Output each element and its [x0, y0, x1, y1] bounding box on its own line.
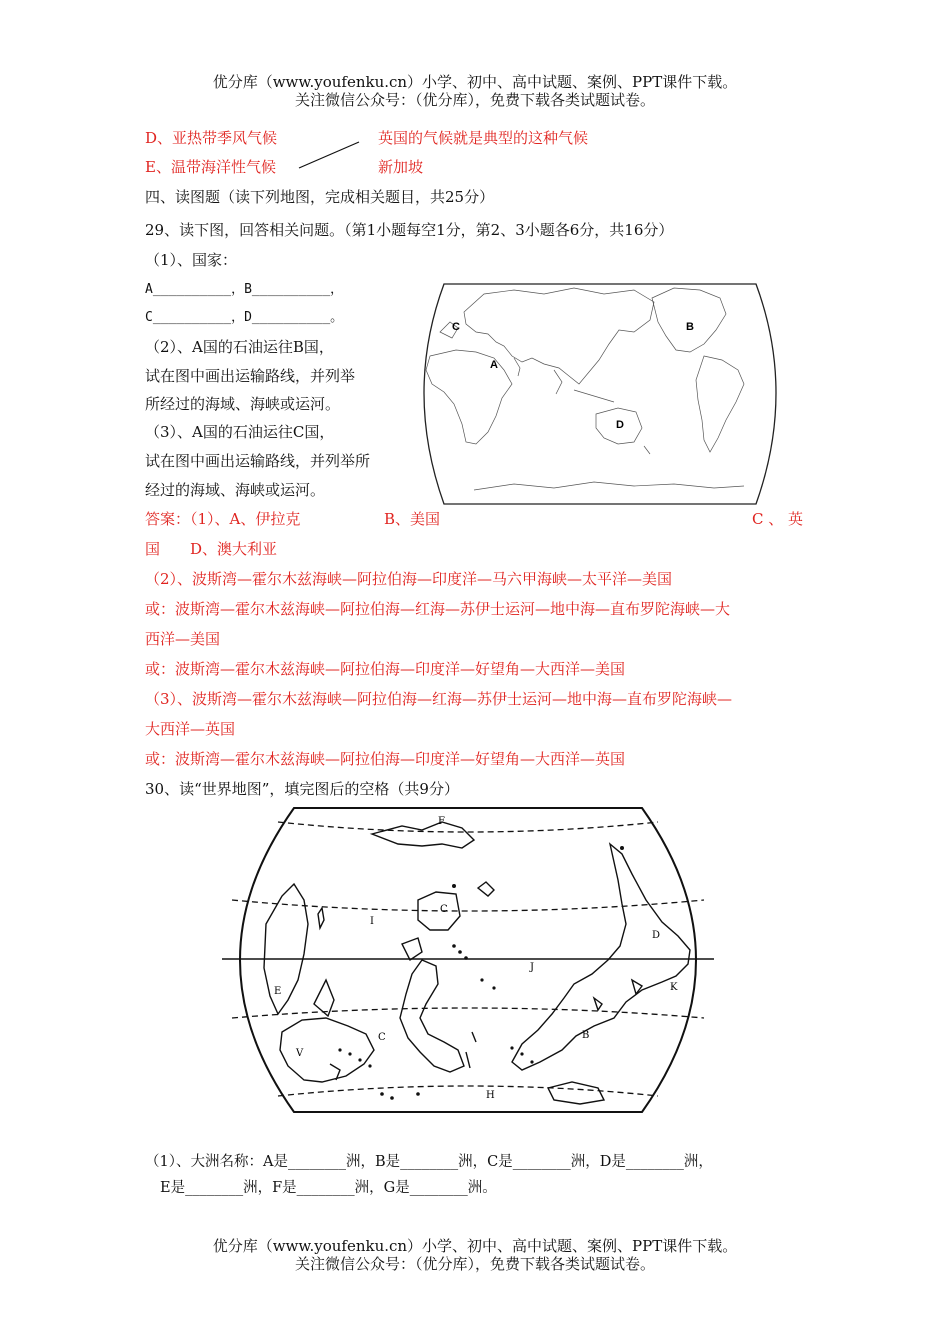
option-e: E、温带海洋性气候 — [145, 158, 276, 176]
q29-sub2-line-1: （2）、A国的石油运往B国， — [145, 338, 334, 356]
q30-stem: 30、读“世界地图”，填完图后的空格（共9分） — [145, 780, 459, 798]
answer-1-continued: 国 D、澳大利亚 — [145, 540, 278, 558]
answer-3-line-1: （3）、波斯湾—霍尔木兹海峡—阿拉伯海—红海—苏伊士运河—地中海—直布罗陀海峡— — [145, 690, 733, 708]
q30-world-map — [222, 804, 714, 1116]
answer-1-c: C 、 英 — [752, 510, 804, 528]
option-d: D、亚热带季风气候 — [145, 129, 278, 147]
section-4-title: 四、读图题（读下列地图，完成相关题目，共25分） — [145, 188, 495, 206]
q29-map-label-d: D — [616, 419, 624, 431]
q30-map-label-v: V — [296, 1048, 304, 1059]
q30-map-label-k: K — [670, 982, 678, 993]
q30-map-label-c: C — [378, 1032, 386, 1043]
q30-sub1-line-2: E是________洲，F是________洲，G是________洲。 — [160, 1180, 497, 1196]
q29-sub3-line-2: 试在图中画出运输路线，并列举所 — [145, 452, 371, 470]
match-right-1: 英国的气候就是典型的这种气候 — [378, 129, 589, 147]
q29-sub3-line-3: 经过的海域、海峡或运河。 — [145, 481, 326, 499]
q30-sub1-line-1: （1）、大洲名称：A是________洲，B是________洲，C是________洲，D是________洲， — [145, 1154, 713, 1170]
q29-sub3-line-1: （3）、A国的石油运往C国， — [145, 423, 335, 441]
footer-line-1: 优分库（www.youfenku.cn）小学、初中、高中试题、案例、PPT课件下载。 — [212, 1237, 738, 1255]
q29-sub2-line-2: 试在图中画出运输路线，并列举 — [145, 367, 356, 385]
answer-1-prefix: 答案：（1）、A、伊拉克 — [145, 510, 301, 528]
q30-map-label-c-top: C — [440, 904, 448, 915]
answer-1-b: B、美国 — [384, 510, 441, 528]
q29-sub2-line-3: 所经过的海域、海峡或运河。 — [145, 395, 341, 413]
q29-stem: 29、读下图，回答相关问题。（第1小题每空1分，第2、3小题各6分，共16分） — [145, 221, 674, 239]
answer-3-line-2: 大西洋—英国 — [145, 720, 236, 738]
q29-sub1-title: （1）、国家： — [145, 251, 238, 269]
q29-map-label-b: B — [686, 321, 694, 333]
q30-map-label-d: D — [652, 930, 661, 941]
q29-world-map — [404, 272, 796, 516]
answer-2-or2: 或：波斯湾—霍尔木兹海峡—阿拉伯海—印度洋—好望角—大西洋—美国 — [145, 660, 626, 678]
footer-line-2: 关注微信公众号：（优分库），免费下载各类试题试卷。 — [294, 1255, 655, 1273]
q29-map-label-a: A — [490, 359, 498, 371]
answer-3-or: 或：波斯湾—霍尔木兹海峡—阿拉伯海—印度洋—好望角—大西洋—英国 — [145, 750, 626, 768]
q29-sub1-blank-line-1: A__________，B__________， — [145, 282, 344, 297]
q30-map-label-h: H — [486, 1090, 495, 1101]
q30-map-label-j: J — [530, 962, 535, 973]
q30-map-label-e: E — [274, 986, 282, 997]
header-line-1: 优分库（www.youfenku.cn）小学、初中、高中试题、案例、PPT课件下载。 — [212, 73, 738, 91]
q30-map-label-f: F — [438, 816, 445, 827]
answer-2-or1-line-2: 西洋—美国 — [145, 630, 221, 648]
match-right-2: 新加坡 — [378, 158, 424, 176]
q30-map-label-b: B — [582, 1030, 590, 1041]
q29-map-label-c: C — [452, 321, 460, 333]
q29-sub1-blank-line-2: C__________，D__________。 — [145, 310, 344, 325]
header-line-2: 关注微信公众号：（优分库），免费下载各类试题试卷。 — [294, 91, 655, 109]
answer-2: （2）、波斯湾—霍尔木兹海峡—阿拉伯海—印度洋—马六甲海峡—太平洋—美国 — [145, 570, 673, 588]
q30-map-label-i: I — [370, 916, 374, 927]
matching-connector-line — [295, 138, 365, 172]
answer-2-or1-line-1: 或：波斯湾—霍尔木兹海峡—阿拉伯海—红海—苏伊士运河—地中海—直布罗陀海峡—大 — [145, 600, 731, 618]
